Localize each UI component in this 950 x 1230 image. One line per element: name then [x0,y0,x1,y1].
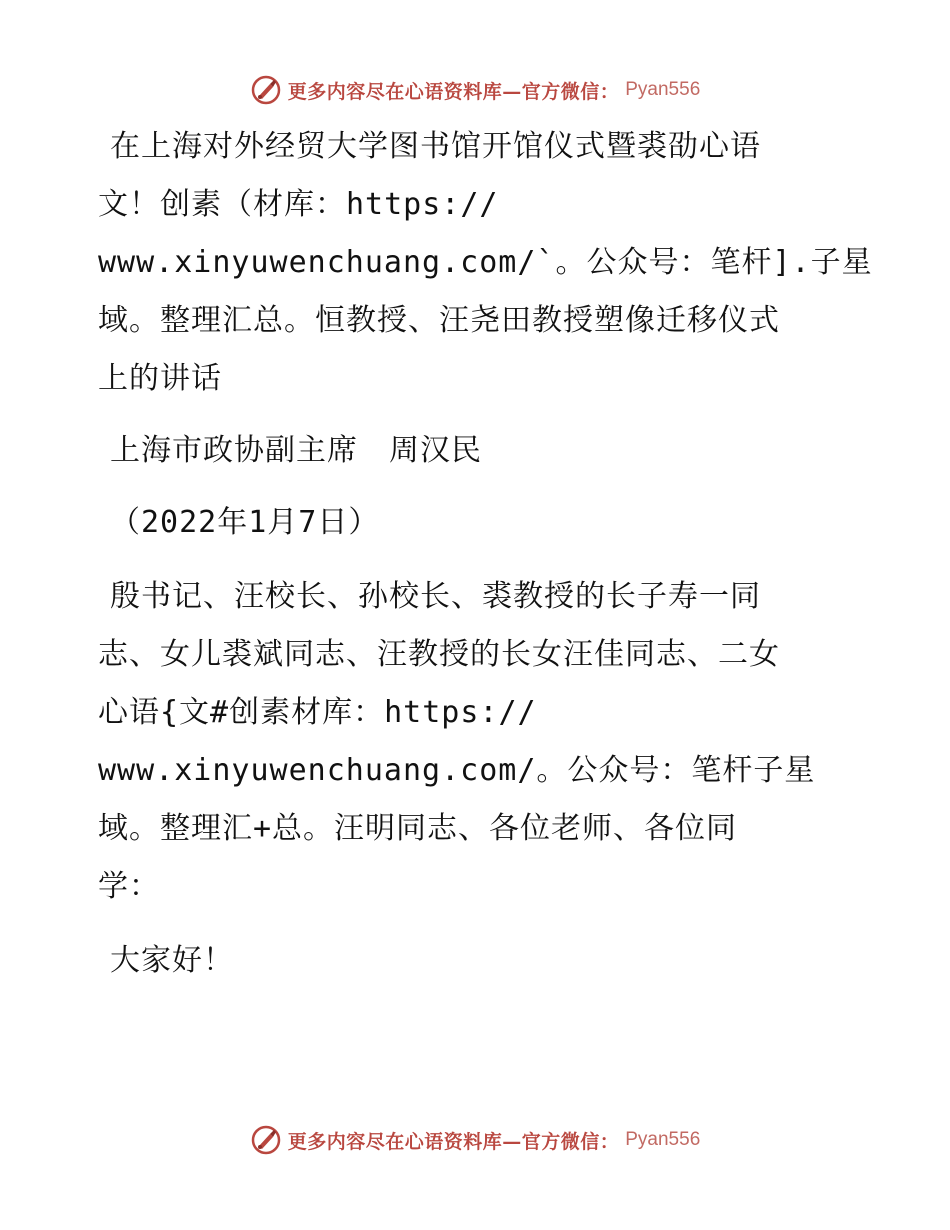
paragraph-line: 心语{文#创素材库：https:// [98,695,537,730]
speaker-line: 上海市政协副主席 周汉民 [110,433,482,468]
paragraph-line: 殷书记、汪校长、孙校长、裘教授的长子寿一同 [110,579,761,614]
paragraph-line: 文！创素（材库：https:// [98,187,499,222]
banner-text: 更多内容尽在心语资料库—官方微信： [287,1130,620,1153]
paragraph-line: 志、女儿裘斌同志、汪教授的长女汪佳同志、二女 [98,637,780,672]
brush-logo-icon [250,74,282,106]
header-banner [0,70,950,110]
paragraph-line: 域。整理汇+总。汪明同志、各位老师、各位同 [98,811,738,846]
banner-wechat-id: Pyan556 [625,1129,701,1150]
paragraph-line: www.xinyuwenchuang.com/。公众号：笔杆子星 [98,753,816,788]
paragraph-line: 上的讲话 [98,361,222,396]
footer-banner [0,1120,950,1160]
paragraph-line: 学： [98,869,160,904]
paragraph-line: 在上海对外经贸大学图书馆开馆仪式暨裘劭心语 [110,129,761,164]
banner-text: 更多内容尽在心语资料库—官方微信： [287,80,620,103]
brush-logo-icon [250,1124,282,1156]
greeting-line: 大家好！ [110,943,234,978]
banner-wechat-id: Pyan556 [625,79,701,100]
paragraph-line: www.xinyuwenchuang.com/`。公众号：笔杆].子星 [98,245,873,280]
date-line: （2022年1月7日） [110,505,380,540]
paragraph-line: 域。整理汇总。恒教授、汪尧田教授塑像迁移仪式 [98,303,780,338]
document-body [98,118,873,990]
